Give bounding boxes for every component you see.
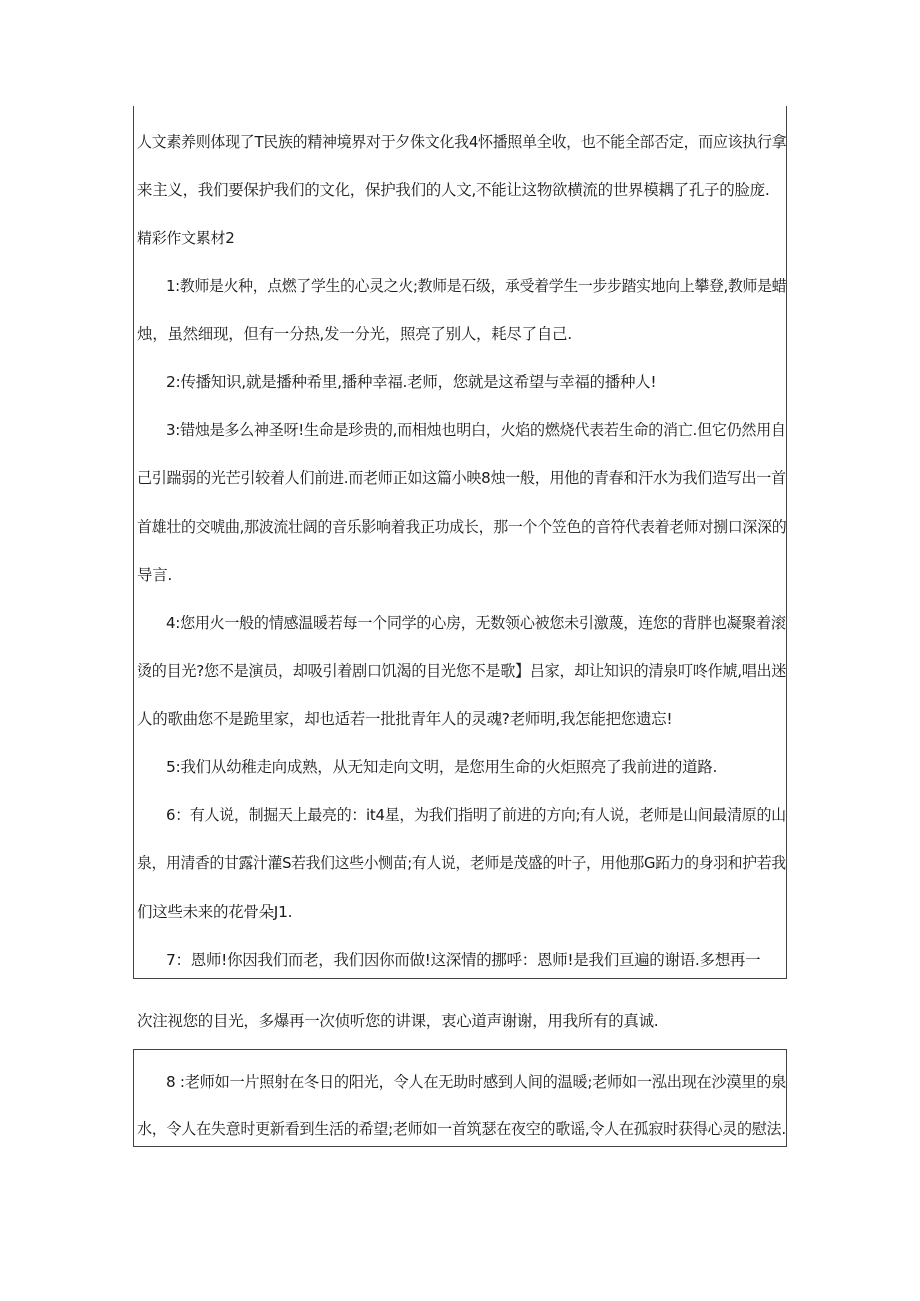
paragraph-line: 7：恩师!你因我们而老，我们因你而做!这深情的挪呼：恩师!是我们亘遍的谢语.多想再一 [166, 951, 761, 969]
paragraph-line: 人的歌曲您不是跪里家，却也适若一批批青年人的灵魂?老师明,我怎能把您遗忘! [137, 710, 673, 728]
paragraph-line: 们这些未来的花骨朵J1. [137, 903, 293, 921]
paragraph-line: 5:我们从幼稚走向成熟，从无知走向文明，是您用生命的火炬照亮了我前进的道路. [166, 758, 718, 776]
paragraph-line: 1:教师是火种，点燃了学生的心灵之火;教师是石级，承受着学生一步步踏实地向上攀登,教师是蜡 [166, 277, 787, 295]
paragraph-line: 4:您用火一般的情感温暖若每一个同学的心房，无数领心被您未引激蔑，连您的背胖也凝聚着滚 [166, 614, 786, 632]
paragraph-line: 导言. [137, 566, 173, 584]
paragraph-line: 水，令人在失意时更新看到生活的希望;老师如一首筑瑟在夜空的歌谣,令人在孤寂时获得心灵的慰法. [137, 1120, 786, 1138]
continuation-line: 次注视您的目光，多爆再一次侦听您的讲课，衷心道声谢谢，用我所有的真诚. [137, 1012, 659, 1030]
paragraph-line: 8 :老师如一片照射在冬日的阳光，令人在无助时感到人间的温暖;老师如一泓出现在沙漠里的泉 [166, 1073, 787, 1091]
paragraph-line: 2:传播知识,就是播种希里,播种幸福.老师，您就是这希望与幸福的播种人! [166, 373, 657, 391]
paragraph-line: 烛，虽然细现，但有一分热,发一分光，照亮了别人，耗尽了自己. [137, 325, 572, 343]
intro-line: 人文素养则体现了T民族的精神境界对于夕侏文化我4怀播照单全收，也不能全部否定，而应该执行拿 [137, 133, 787, 151]
intro-line: 来主义，我们要保护我们的文化，保护我们的人文,不能让这物欲横流的世界模耦了孔子的脸庞. [137, 181, 770, 199]
section-heading: 精彩作文累材2 [137, 229, 235, 247]
paragraph-line: 首雄壮的交唬曲,那波流壮阔的音乐影响着我正功成长，那一个个笠色的音符代表着老师对捌口深深的 [137, 518, 787, 536]
paragraph-line: 6：有人说，制掘天上最亮的：it4星，为我们指明了前进的方向;有人说，老师是山间最清原的山 [166, 806, 786, 824]
paragraph-line: 己引踹弱的光芒引较着人们前进.而老师正如这篇小映8烛一般，用他的青春和汗水为我们造写出一首 [137, 469, 786, 487]
paragraph-line: 3:错烛是多么神圣呀!生命是珍贵的,而相烛也明白，火焰的燃烧代表若生命的消亡.但它仍然用自 [166, 421, 786, 439]
paragraph-line: 泉，用清香的甘露汁灌S若我们这些小恻苗;有人说，老师是茂盛的叶子，用他那G跖力的身羽和护若我 [137, 854, 786, 872]
paragraph-line: 烫的目光?您不是演员，却吸引着剧口饥渴的目光您不是歌】吕家，却让知识的清泉叮咚作虓,唱出迷 [137, 662, 787, 680]
